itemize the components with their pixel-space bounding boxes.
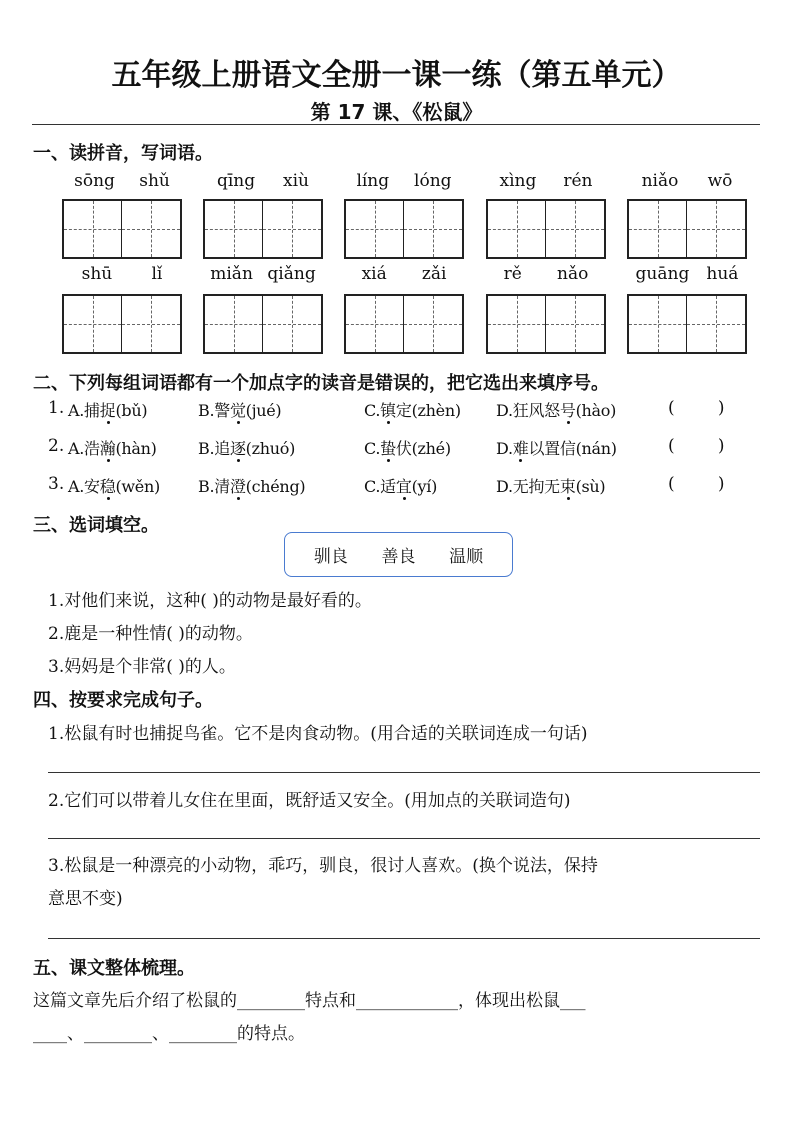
grid-cell[interactable] [687,201,745,257]
option-word: 清澄 [214,477,246,496]
pinyin-label [203,171,323,191]
option-word: 适宜 [380,477,412,496]
fill-item: 3.妈妈是个非常( )的人。 [48,657,236,677]
summary-line-2: ____、________、________的特点。 [33,1024,305,1044]
option-word: 狂风怒号 [512,401,576,420]
pinyin-syllable: líng [356,171,390,191]
option-pinyin: (jué) [245,401,282,420]
answer-line[interactable] [48,838,760,839]
section3-heading: 三、选词填空。 [33,515,159,536]
grid-cell[interactable] [205,296,263,352]
answer-blank[interactable]: ( ) [668,436,725,456]
option-word-wrap [84,436,115,459]
option-letter: D. [496,477,513,496]
emphasis-dot-icon [567,497,570,500]
grid-cell[interactable] [346,201,404,257]
option-letter: C. [364,439,381,458]
answer-line[interactable] [48,772,760,773]
option-pinyin: (hào) [575,401,617,420]
option-pinyin: (bǔ) [115,401,148,420]
emphasis-dot-icon [387,459,390,462]
pinyin-syllable: guāng [635,264,690,284]
option-pinyin: (zhuó) [245,439,296,458]
option-word: 警觉 [214,401,246,420]
option-letter: A. [68,401,85,420]
pinyin-syllable: xìng [499,171,537,191]
option-letter: D. [496,401,513,420]
grid-cell[interactable] [629,201,687,257]
grid-cell[interactable] [64,201,122,257]
pinyin-label [203,264,323,284]
pinyin-syllable: miǎn [210,264,253,284]
emphasis-dot-icon [107,497,110,500]
section1-heading: 一、读拼音，写词语。 [33,143,213,164]
writing-grid[interactable] [627,294,747,354]
pinyin-syllable: sōng [74,171,115,191]
option-word: 追逐 [214,439,246,458]
answer-option [68,436,157,459]
sentence-q2: 2.它们可以带着儿女住在里面，既舒适又安全。(用加点的关联词造句) [48,791,571,811]
option-letter: A. [68,477,85,496]
sentence-q3: 3.松鼠是一种漂亮的小动物，乖巧，驯良，很讨人喜欢。(换个说法，保持 [48,856,598,876]
option-word-wrap [513,474,576,497]
writing-grid[interactable] [203,199,323,259]
pinyin-syllable: huá [706,264,739,284]
grid-cell[interactable] [263,296,321,352]
grid-cell[interactable] [404,296,462,352]
answer-option [198,474,305,497]
grid-cell[interactable] [488,201,546,257]
page-title: 五年级上册语文全册一课一练（第五单元） [111,58,682,93]
grid-cell[interactable] [122,296,180,352]
section5-heading: 五、课文整体梳理。 [33,958,195,979]
answer-option [68,474,160,497]
option-word-wrap [84,398,115,421]
option-word: 安稳 [84,477,116,496]
option-word-wrap [380,436,411,459]
emphasis-dot-icon [237,497,240,500]
option-word: 难以置信 [512,439,576,458]
question-number: 2. [48,436,65,456]
option-word-wrap [380,474,411,497]
question-number: 3. [48,474,65,494]
pinyin-syllable: rén [563,171,593,191]
option-pinyin: (sù) [575,477,606,496]
answer-option [68,398,147,421]
word-option: 驯良 [313,547,348,567]
grid-cell[interactable] [546,201,604,257]
grid-cell[interactable] [546,296,604,352]
writing-grid[interactable] [344,294,464,354]
option-pinyin: (chéng) [245,477,306,496]
grid-cell[interactable] [629,296,687,352]
emphasis-dot-icon [403,497,406,500]
fill-item: 1.对他们来说，这种( )的动物是最好看的。 [48,591,372,611]
summary-line-1: 这篇文章先后介绍了松鼠的________特点和____________，体现出松鼠___ [33,991,586,1011]
pinyin-syllable: rě [503,264,522,284]
grid-cell[interactable] [122,201,180,257]
pinyin-syllable: qīng [216,171,256,191]
divider [32,124,760,125]
pinyin-syllable: zǎi [421,264,447,284]
answer-option [496,474,605,497]
option-word-wrap [84,474,115,497]
option-word: 无拘无束 [512,477,576,496]
pinyin-syllable: lǐ [151,264,163,284]
writing-grid[interactable] [62,199,182,259]
grid-cell[interactable] [346,296,404,352]
pinyin-syllable: niǎo [641,171,679,191]
emphasis-dot-icon [237,421,240,424]
sentence-q3-cont: 意思不变) [48,889,123,909]
option-letter: D. [496,439,513,458]
writing-grid[interactable] [486,294,606,354]
option-word-wrap [513,436,576,459]
pinyin-label [344,171,464,191]
pinyin-label [627,264,747,284]
option-letter: C. [364,401,381,420]
writing-grid[interactable] [203,294,323,354]
option-letter: A. [68,439,85,458]
pinyin-syllable: nǎo [557,264,589,284]
option-pinyin: (hàn) [115,439,157,458]
option-pinyin: (nán) [575,439,617,458]
pinyin-label [627,171,747,191]
grid-cell[interactable] [205,201,263,257]
answer-option [496,436,617,459]
emphasis-dot-icon [107,459,110,462]
question-number: 1. [48,398,65,418]
answer-line[interactable] [48,938,760,939]
pinyin-syllable: xiá [361,264,387,284]
emphasis-dot-icon [387,421,390,424]
option-word: 捕捉 [84,401,116,420]
writing-grid[interactable] [344,199,464,259]
pinyin-syllable: shū [81,264,113,284]
option-word-wrap [380,398,411,421]
grid-cell[interactable] [64,296,122,352]
pinyin-label [62,171,182,191]
answer-blank[interactable]: ( ) [668,398,725,418]
lesson-subtitle: 第 17 课、《松鼠》 [310,100,483,124]
section2-heading: 二、下列每组词语都有一个加点字的读音是错误的，把它选出来填序号。 [33,373,609,394]
pinyin-syllable: wō [707,171,733,191]
writing-grid[interactable] [62,294,182,354]
answer-option [496,398,616,421]
option-pinyin: (yí) [411,477,438,496]
option-word-wrap [214,398,245,421]
pinyin-syllable: lóng [414,171,452,191]
pinyin-label [62,264,182,284]
fill-item: 2.鹿是一种性情( )的动物。 [48,624,253,644]
sentence-q1: 1.松鼠有时也捕捉鸟雀。它不是肉食动物。(用合适的关联词连成一句话) [48,724,588,744]
option-letter: B. [198,401,215,420]
grid-cell[interactable] [404,201,462,257]
option-pinyin: (zhé) [411,439,451,458]
option-word: 蛰伏 [380,439,412,458]
option-letter: B. [198,439,215,458]
pinyin-label [344,264,464,284]
option-letter: C. [364,477,381,496]
option-word-wrap [214,474,245,497]
grid-cell[interactable] [263,201,321,257]
answer-option [364,436,451,459]
pinyin-label [486,171,606,191]
answer-blank[interactable]: ( ) [668,474,725,494]
emphasis-dot-icon [237,459,240,462]
option-word-wrap [214,436,245,459]
emphasis-dot-icon [567,421,570,424]
answer-option [198,398,281,421]
answer-option [364,474,437,497]
grid-cell[interactable] [488,296,546,352]
section4-heading: 四、按要求完成句子。 [33,690,213,711]
word-bank [284,532,513,577]
option-pinyin: (wěn) [115,477,160,496]
option-word-wrap [513,398,576,421]
answer-option [364,398,461,421]
answer-option [198,436,295,459]
option-pinyin: (zhèn) [411,401,461,420]
pinyin-label [486,264,606,284]
pinyin-syllable: xiù [283,171,310,191]
writing-grid[interactable] [627,199,747,259]
option-word: 镇定 [380,401,412,420]
option-word: 浩瀚 [84,439,116,458]
pinyin-syllable: qiǎng [267,264,316,284]
word-option: 温顺 [449,547,484,567]
emphasis-dot-icon [107,421,110,424]
writing-grid[interactable] [486,199,606,259]
word-option: 善良 [381,547,416,567]
emphasis-dot-icon [519,459,522,462]
option-letter: B. [198,477,215,496]
grid-cell[interactable] [687,296,745,352]
pinyin-syllable: shǔ [139,171,170,191]
